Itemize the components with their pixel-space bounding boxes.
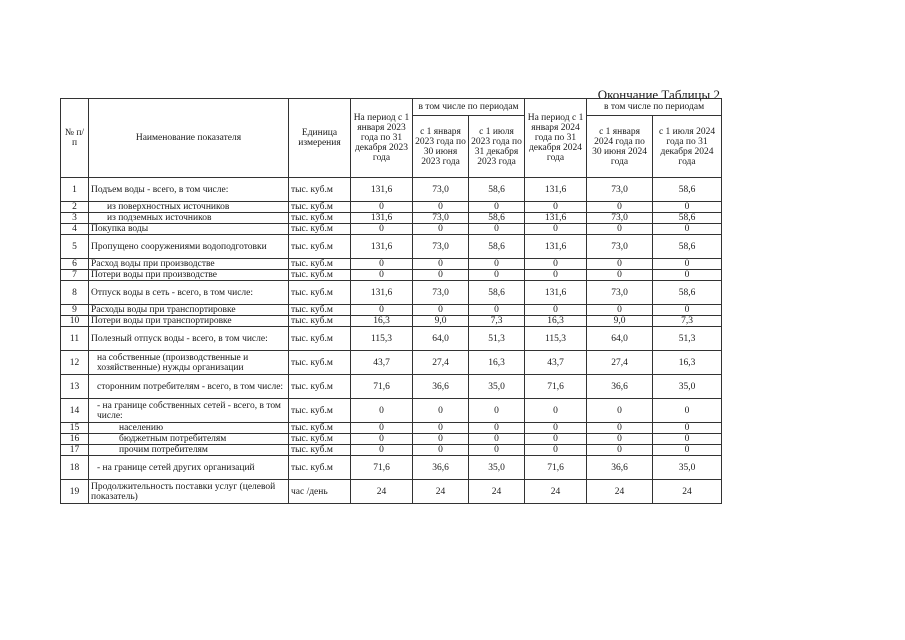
row-value: 16,3 <box>653 351 722 375</box>
table-row <box>61 399 722 423</box>
row-name: из поверхностных источников <box>89 202 289 213</box>
row-value: 0 <box>351 259 413 270</box>
row-value: 0 <box>587 224 653 235</box>
row-unit: час /день <box>289 480 351 504</box>
row-value: 131,6 <box>525 235 587 259</box>
header-h1-2024: с 1 января 2024 года по 30 июня 2024 года <box>587 116 653 178</box>
row-unit: тыс. куб.м <box>289 305 351 316</box>
row-value: 64,0 <box>413 327 469 351</box>
row-value: 16,3 <box>469 351 525 375</box>
row-value: 9,0 <box>587 316 653 327</box>
header-name: Наименование показателя <box>89 99 289 178</box>
row-unit: тыс. куб.м <box>289 327 351 351</box>
row-number: 8 <box>61 281 89 305</box>
row-name: Отпуск воды в сеть - всего, в том числе: <box>89 281 289 305</box>
row-number: 18 <box>61 456 89 480</box>
row-value: 64,0 <box>587 327 653 351</box>
table-row <box>61 281 722 305</box>
header-h1-2023: с 1 января 2023 года по 30 июня 2023 года <box>413 116 469 178</box>
row-number: 19 <box>61 480 89 504</box>
row-value: 0 <box>469 399 525 423</box>
row-value: 0 <box>469 270 525 281</box>
row-value: 43,7 <box>525 351 587 375</box>
row-number: 13 <box>61 375 89 399</box>
row-value: 115,3 <box>351 327 413 351</box>
row-value: 0 <box>413 224 469 235</box>
row-value: 35,0 <box>653 375 722 399</box>
row-value: 73,0 <box>413 281 469 305</box>
row-value: 0 <box>469 434 525 445</box>
row-number: 2 <box>61 202 89 213</box>
row-value: 0 <box>413 399 469 423</box>
row-number: 16 <box>61 434 89 445</box>
row-value: 35,0 <box>469 456 525 480</box>
row-number: 3 <box>61 213 89 224</box>
row-unit: тыс. куб.м <box>289 224 351 235</box>
row-value: 0 <box>587 305 653 316</box>
row-number: 12 <box>61 351 89 375</box>
row-value: 0 <box>587 445 653 456</box>
row-value: 9,0 <box>413 316 469 327</box>
row-value: 58,6 <box>469 178 525 202</box>
row-number: 17 <box>61 445 89 456</box>
table-row <box>61 235 722 259</box>
row-value: 73,0 <box>587 213 653 224</box>
row-value: 73,0 <box>587 235 653 259</box>
row-value: 0 <box>413 270 469 281</box>
row-value: 0 <box>653 399 722 423</box>
row-value: 24 <box>653 480 722 504</box>
row-value: 0 <box>351 423 413 434</box>
row-value: 36,6 <box>587 456 653 480</box>
row-value: 58,6 <box>469 235 525 259</box>
row-name: - на границе сетей других организаций <box>89 456 289 480</box>
row-value: 0 <box>525 202 587 213</box>
row-value: 35,0 <box>469 375 525 399</box>
row-value: 0 <box>525 305 587 316</box>
table-row <box>61 327 722 351</box>
header-incl-2024: в том числе по периодам <box>587 99 722 116</box>
row-value: 0 <box>525 259 587 270</box>
row-value: 0 <box>587 270 653 281</box>
row-unit: тыс. куб.м <box>289 213 351 224</box>
row-value: 0 <box>653 224 722 235</box>
row-unit: тыс. куб.м <box>289 178 351 202</box>
row-value: 0 <box>525 270 587 281</box>
row-value: 131,6 <box>351 281 413 305</box>
row-value: 0 <box>469 305 525 316</box>
row-name: Потери воды при производстве <box>89 270 289 281</box>
row-value: 0 <box>351 399 413 423</box>
row-value: 71,6 <box>351 375 413 399</box>
row-name: Потери воды при транспортировке <box>89 316 289 327</box>
row-value: 27,4 <box>413 351 469 375</box>
row-value: 7,3 <box>469 316 525 327</box>
row-value: 0 <box>413 434 469 445</box>
row-value: 131,6 <box>351 213 413 224</box>
row-name: Продолжительность поставки услуг (целевой показатель) <box>89 480 289 504</box>
table-row <box>61 305 722 316</box>
row-value: 43,7 <box>351 351 413 375</box>
row-value: 27,4 <box>587 351 653 375</box>
row-number: 6 <box>61 259 89 270</box>
row-number: 7 <box>61 270 89 281</box>
row-value: 0 <box>351 305 413 316</box>
row-value: 0 <box>469 202 525 213</box>
row-value: 73,0 <box>587 281 653 305</box>
indicators-table <box>60 98 722 504</box>
row-value: 0 <box>525 434 587 445</box>
row-name: Расходы воды при транспортировке <box>89 305 289 316</box>
row-value: 0 <box>351 445 413 456</box>
table-row <box>61 351 722 375</box>
row-number: 14 <box>61 399 89 423</box>
row-value: 24 <box>587 480 653 504</box>
row-value: 58,6 <box>653 213 722 224</box>
row-value: 51,3 <box>469 327 525 351</box>
row-value: 73,0 <box>413 235 469 259</box>
row-value: 73,0 <box>413 178 469 202</box>
row-value: 0 <box>653 445 722 456</box>
row-value: 0 <box>525 399 587 423</box>
table-row <box>61 375 722 399</box>
row-value: 131,6 <box>525 281 587 305</box>
row-value: 0 <box>653 434 722 445</box>
row-value: 58,6 <box>469 281 525 305</box>
row-number: 15 <box>61 423 89 434</box>
row-value: 58,6 <box>653 235 722 259</box>
table-row <box>61 456 722 480</box>
table-row <box>61 316 722 327</box>
row-value: 71,6 <box>525 456 587 480</box>
row-value: 51,3 <box>653 327 722 351</box>
row-name: Полезный отпуск воды - всего, в том числе: <box>89 327 289 351</box>
row-value: 0 <box>469 224 525 235</box>
row-value: 73,0 <box>413 213 469 224</box>
header-unit: Единица измерения <box>289 99 351 178</box>
table-row <box>61 434 722 445</box>
row-value: 24 <box>469 480 525 504</box>
row-value: 0 <box>587 434 653 445</box>
row-value: 0 <box>587 202 653 213</box>
row-name: сторонним потребителям - всего, в том числе: <box>89 375 289 399</box>
row-value: 131,6 <box>525 213 587 224</box>
row-unit: тыс. куб.м <box>289 281 351 305</box>
row-value: 16,3 <box>351 316 413 327</box>
row-value: 0 <box>413 305 469 316</box>
row-value: 0 <box>351 202 413 213</box>
row-value: 0 <box>351 224 413 235</box>
row-value: 0 <box>653 202 722 213</box>
row-value: 71,6 <box>351 456 413 480</box>
row-name: населению <box>89 423 289 434</box>
row-unit: тыс. куб.м <box>289 445 351 456</box>
header-incl-2023: в том числе по периодам <box>413 99 525 116</box>
table-body <box>61 178 722 504</box>
row-value: 73,0 <box>587 178 653 202</box>
row-unit: тыс. куб.м <box>289 399 351 423</box>
row-unit: тыс. куб.м <box>289 202 351 213</box>
row-value: 24 <box>525 480 587 504</box>
table-row <box>61 423 722 434</box>
row-value: 131,6 <box>351 235 413 259</box>
row-name: из подземных источников <box>89 213 289 224</box>
header-num: № п/п <box>61 99 89 178</box>
row-value: 24 <box>351 480 413 504</box>
row-name: на собственные (производственные и хозяйственные) нужды организации <box>89 351 289 375</box>
header-h2-2023: с 1 июля 2023 года по 31 декабря 2023 года <box>469 116 525 178</box>
row-value: 24 <box>413 480 469 504</box>
row-value: 0 <box>653 305 722 316</box>
row-unit: тыс. куб.м <box>289 270 351 281</box>
row-value: 115,3 <box>525 327 587 351</box>
header-period-2024: На период с 1 января 2024 года по 31 декабря 2024 года <box>525 99 587 178</box>
row-value: 131,6 <box>351 178 413 202</box>
row-name: Расход воды при производстве <box>89 259 289 270</box>
row-number: 10 <box>61 316 89 327</box>
row-value: 58,6 <box>653 281 722 305</box>
table-row <box>61 178 722 202</box>
row-value: 131,6 <box>525 178 587 202</box>
header-period-2023: На период с 1 января 2023 года по 31 декабря 2023 года <box>351 99 413 178</box>
table-row <box>61 213 722 224</box>
row-unit: тыс. куб.м <box>289 259 351 270</box>
row-value: 58,6 <box>653 178 722 202</box>
table-row <box>61 202 722 213</box>
row-value: 36,6 <box>413 375 469 399</box>
row-value: 58,6 <box>469 213 525 224</box>
row-number: 4 <box>61 224 89 235</box>
row-value: 0 <box>525 224 587 235</box>
table-row <box>61 270 722 281</box>
row-value: 0 <box>469 423 525 434</box>
row-value: 0 <box>469 259 525 270</box>
row-number: 1 <box>61 178 89 202</box>
row-value: 0 <box>413 423 469 434</box>
row-value: 16,3 <box>525 316 587 327</box>
row-number: 11 <box>61 327 89 351</box>
row-unit: тыс. куб.м <box>289 235 351 259</box>
row-value: 0 <box>351 270 413 281</box>
row-value: 36,6 <box>413 456 469 480</box>
row-value: 0 <box>413 259 469 270</box>
row-unit: тыс. куб.м <box>289 423 351 434</box>
table-row <box>61 224 722 235</box>
row-unit: тыс. куб.м <box>289 316 351 327</box>
table-row <box>61 480 722 504</box>
row-number: 9 <box>61 305 89 316</box>
row-value: 7,3 <box>653 316 722 327</box>
row-value: 36,6 <box>587 375 653 399</box>
row-value: 71,6 <box>525 375 587 399</box>
row-value: 0 <box>469 445 525 456</box>
row-name: Покупка воды <box>89 224 289 235</box>
row-value: 0 <box>587 399 653 423</box>
row-name: прочим потребителям <box>89 445 289 456</box>
row-value: 0 <box>351 434 413 445</box>
row-value: 0 <box>525 423 587 434</box>
row-value: 35,0 <box>653 456 722 480</box>
row-unit: тыс. куб.м <box>289 375 351 399</box>
row-value: 0 <box>413 445 469 456</box>
row-value: 0 <box>653 259 722 270</box>
row-value: 0 <box>653 270 722 281</box>
table-row <box>61 445 722 456</box>
row-name: Подъем воды - всего, в том числе: <box>89 178 289 202</box>
row-unit: тыс. куб.м <box>289 434 351 445</box>
row-name: Пропущено сооружениями водоподготовки <box>89 235 289 259</box>
row-unit: тыс. куб.м <box>289 456 351 480</box>
row-value: 0 <box>525 445 587 456</box>
row-value: 0 <box>587 423 653 434</box>
table-caption: Окончание Таблицы 2 <box>597 87 720 102</box>
row-name: бюджетным потребителям <box>89 434 289 445</box>
row-name: - на границе собственных сетей - всего, в том числе: <box>89 399 289 423</box>
row-value: 0 <box>587 259 653 270</box>
row-value: 0 <box>653 423 722 434</box>
row-value: 0 <box>413 202 469 213</box>
table-row <box>61 259 722 270</box>
row-number: 5 <box>61 235 89 259</box>
row-unit: тыс. куб.м <box>289 351 351 375</box>
header-h2-2024: с 1 июля 2024 года по 31 декабря 2024 года <box>653 116 722 178</box>
